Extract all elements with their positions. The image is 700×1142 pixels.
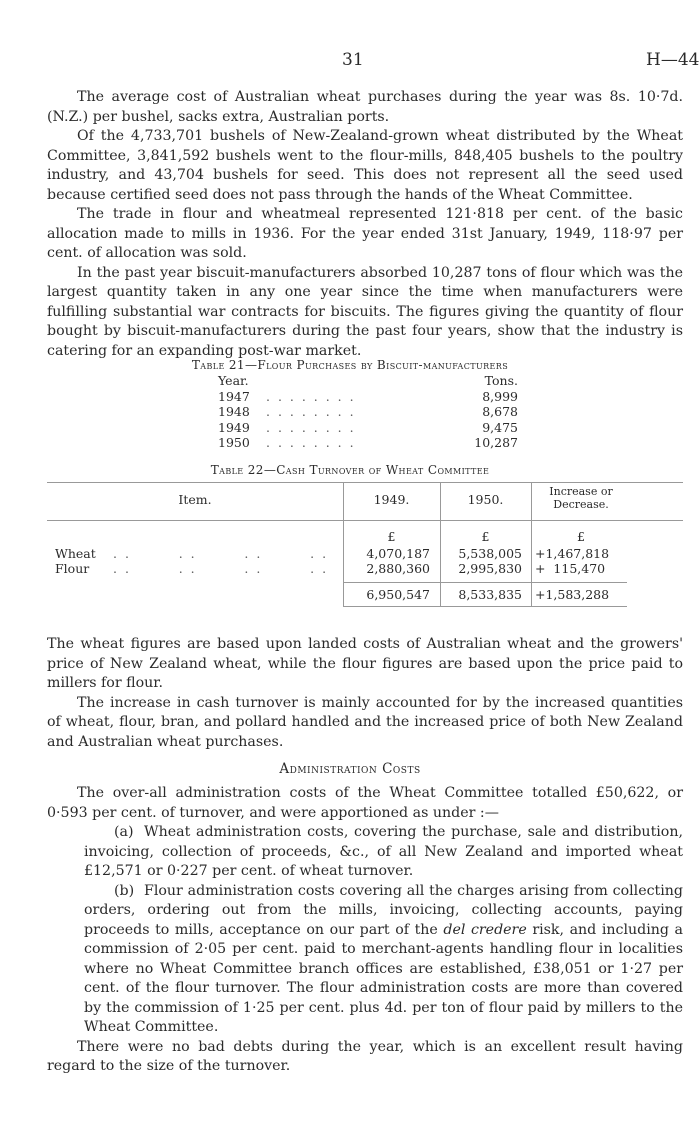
table-row [218,420,518,436]
tons-cell: 9,475 [482,419,518,435]
tons-cell: 10,287 [474,435,518,450]
leader-dots: . . . . . . . . [113,546,329,561]
value-change: +1,467,818 [535,546,610,561]
total-change: +1,583,288 [535,587,610,602]
list-item-label: (b) [114,882,135,899]
column-header-change-line: Decrease. [553,498,609,511]
currency-symbol: £ [577,529,585,544]
table-21 [218,373,518,451]
tons-cell: 8,678 [482,404,518,419]
column-header-1950: 1950. [467,492,504,507]
list-item-text: Wheat administration costs, covering the purchase, sale and distribution, invoicing, collection of proceeds, &c., of all New Zealand and imported wheat £12,571 or 0·227 per cent. of wheat turnover. [84,824,683,879]
value-1949: 4,070,187 [366,546,430,561]
intro-section [47,88,683,361]
leader-dots: . . . . . . . . [266,388,356,404]
list-item [47,882,683,1038]
leader-dots: . . . . . . . . [266,435,356,450]
row-label-wheat: Wheat [55,546,96,561]
value-1949: 2,880,360 [366,561,430,576]
paragraph: In the past year biscuit-manufacturers absorbed 10,287 tons of flour which was the largest quantity taken in any one year since the time when manufacturers were fulfilling substantial war contracts for biscuits. The figures giving the quantity of flour bought by biscuit-manufacturers during the past four years, show that the industry is catering for an expanding post-war market. [47,264,683,359]
table-row [218,435,518,451]
table-22 [47,482,683,612]
total-1949: 6,950,547 [366,587,430,602]
table-header-row [218,373,518,389]
turnover-notes [47,635,683,752]
table-row [218,404,518,420]
column-header-item: Item. [178,492,212,507]
year-cell: 1949 [218,419,250,435]
column-header-year: Year. [218,373,249,388]
column-header-tons: Tons. [484,373,518,388]
tons-cell: 8,999 [482,388,518,404]
list-item-label: (a) [114,824,134,840]
year-cell: 1947 [218,388,250,404]
leader-dots: . . . . . . . . [266,419,356,435]
paragraph: The over-all administration costs of the Wheat Committee totalled £50,622, or 0·593 per cent. of turnover, and were apportioned as under :— [47,785,683,821]
paragraph: The average cost of Australian wheat purchases during the year was 8s. 10·7d. (N.Z.) per bushel, sacks extra, Australian ports. [47,89,683,125]
value-1950: 5,538,005 [458,546,522,561]
year-cell: 1948 [218,404,250,419]
currency-symbol: £ [387,529,396,544]
column-header-1949: 1949. [373,492,410,507]
leader-dots: . . . . . . . . [266,404,356,419]
table-21-caption: Table 21—Flour Purchases by Biscuit-manufacturers [191,358,509,372]
paragraph: There were no bad debts during the year, which is an excellent result having regard to the size of the turnover. [47,1038,683,1074]
paragraph: The wheat figures are based upon landed costs of Australian wheat and the growers' price of New Zealand wheat, while the flour figures are based upon the price paid to millers for flour. [47,636,683,691]
currency-symbol: £ [481,529,490,544]
section-title: Administration Costs [279,761,421,777]
table-22-caption: Table 22—Cash Turnover of Wheat Committee [210,463,490,477]
year-cell: 1950 [218,435,250,450]
value-change: + 115,470 [535,561,606,576]
paragraph: The increase in cash turnover is mainly accounted for by the increased quantities of wheat, flour, bran, and pollard handled and the increased price of both New Zealand and Australian wheat purchases. [47,694,683,750]
list-item-text: Flour administration costs covering all the charges arising from collecting orders, ordering out from the mills, invoicing, collecting accounts, paying proceeds to mills, acceptance on our part of the [84,882,683,938]
administration-costs-section [47,784,683,1077]
column-header-change [531,485,631,511]
total-1950: 8,533,835 [458,587,522,602]
table-rule [47,520,683,521]
list-item [47,823,683,882]
table-rule [343,582,627,583]
value-1950: 2,995,830 [458,561,522,576]
leader-dots: . . . . . . . . [113,561,329,576]
italic-term: del credere [443,921,527,938]
table-rule [47,482,683,483]
column-header-change-line: Increase or [549,485,613,498]
page-number: 31 [342,50,364,70]
table-row [218,389,518,405]
table-rule [343,606,627,607]
list-item-text: risk, and including a commission of 2·05 per cent. paid to merchant-agents handling flour in localities where no Wheat Committee branch offices are established, £38,051 or 1·27 per cent. of the flour turnover. The flour administration costs are more than covered by the commission of 1·25 per cent. plus 4d. per ton of flour paid by millers to the Wheat Committee. [84,921,683,1035]
document-reference: H—44 [646,50,700,70]
paragraph: Of the 4,733,701 bushels of New-Zealand-grown wheat distributed by the Wheat Committee, 3,841,592 bushels went to the flour-mills, 848,405 bushels to the poultry industry, and 43,704 bushels for seed. This does not represent all the seed used because certified seed does not pass through the hands of the Wheat Committee. [47,128,683,203]
paragraph: The trade in flour and wheatmeal represented 121·818 per cent. of the basic allocation made to mills in 1936. For the year ended 31st January, 1949, 118·97 per cent. of allocation was sold. [47,206,683,261]
row-label-flour: Flour [55,561,90,576]
